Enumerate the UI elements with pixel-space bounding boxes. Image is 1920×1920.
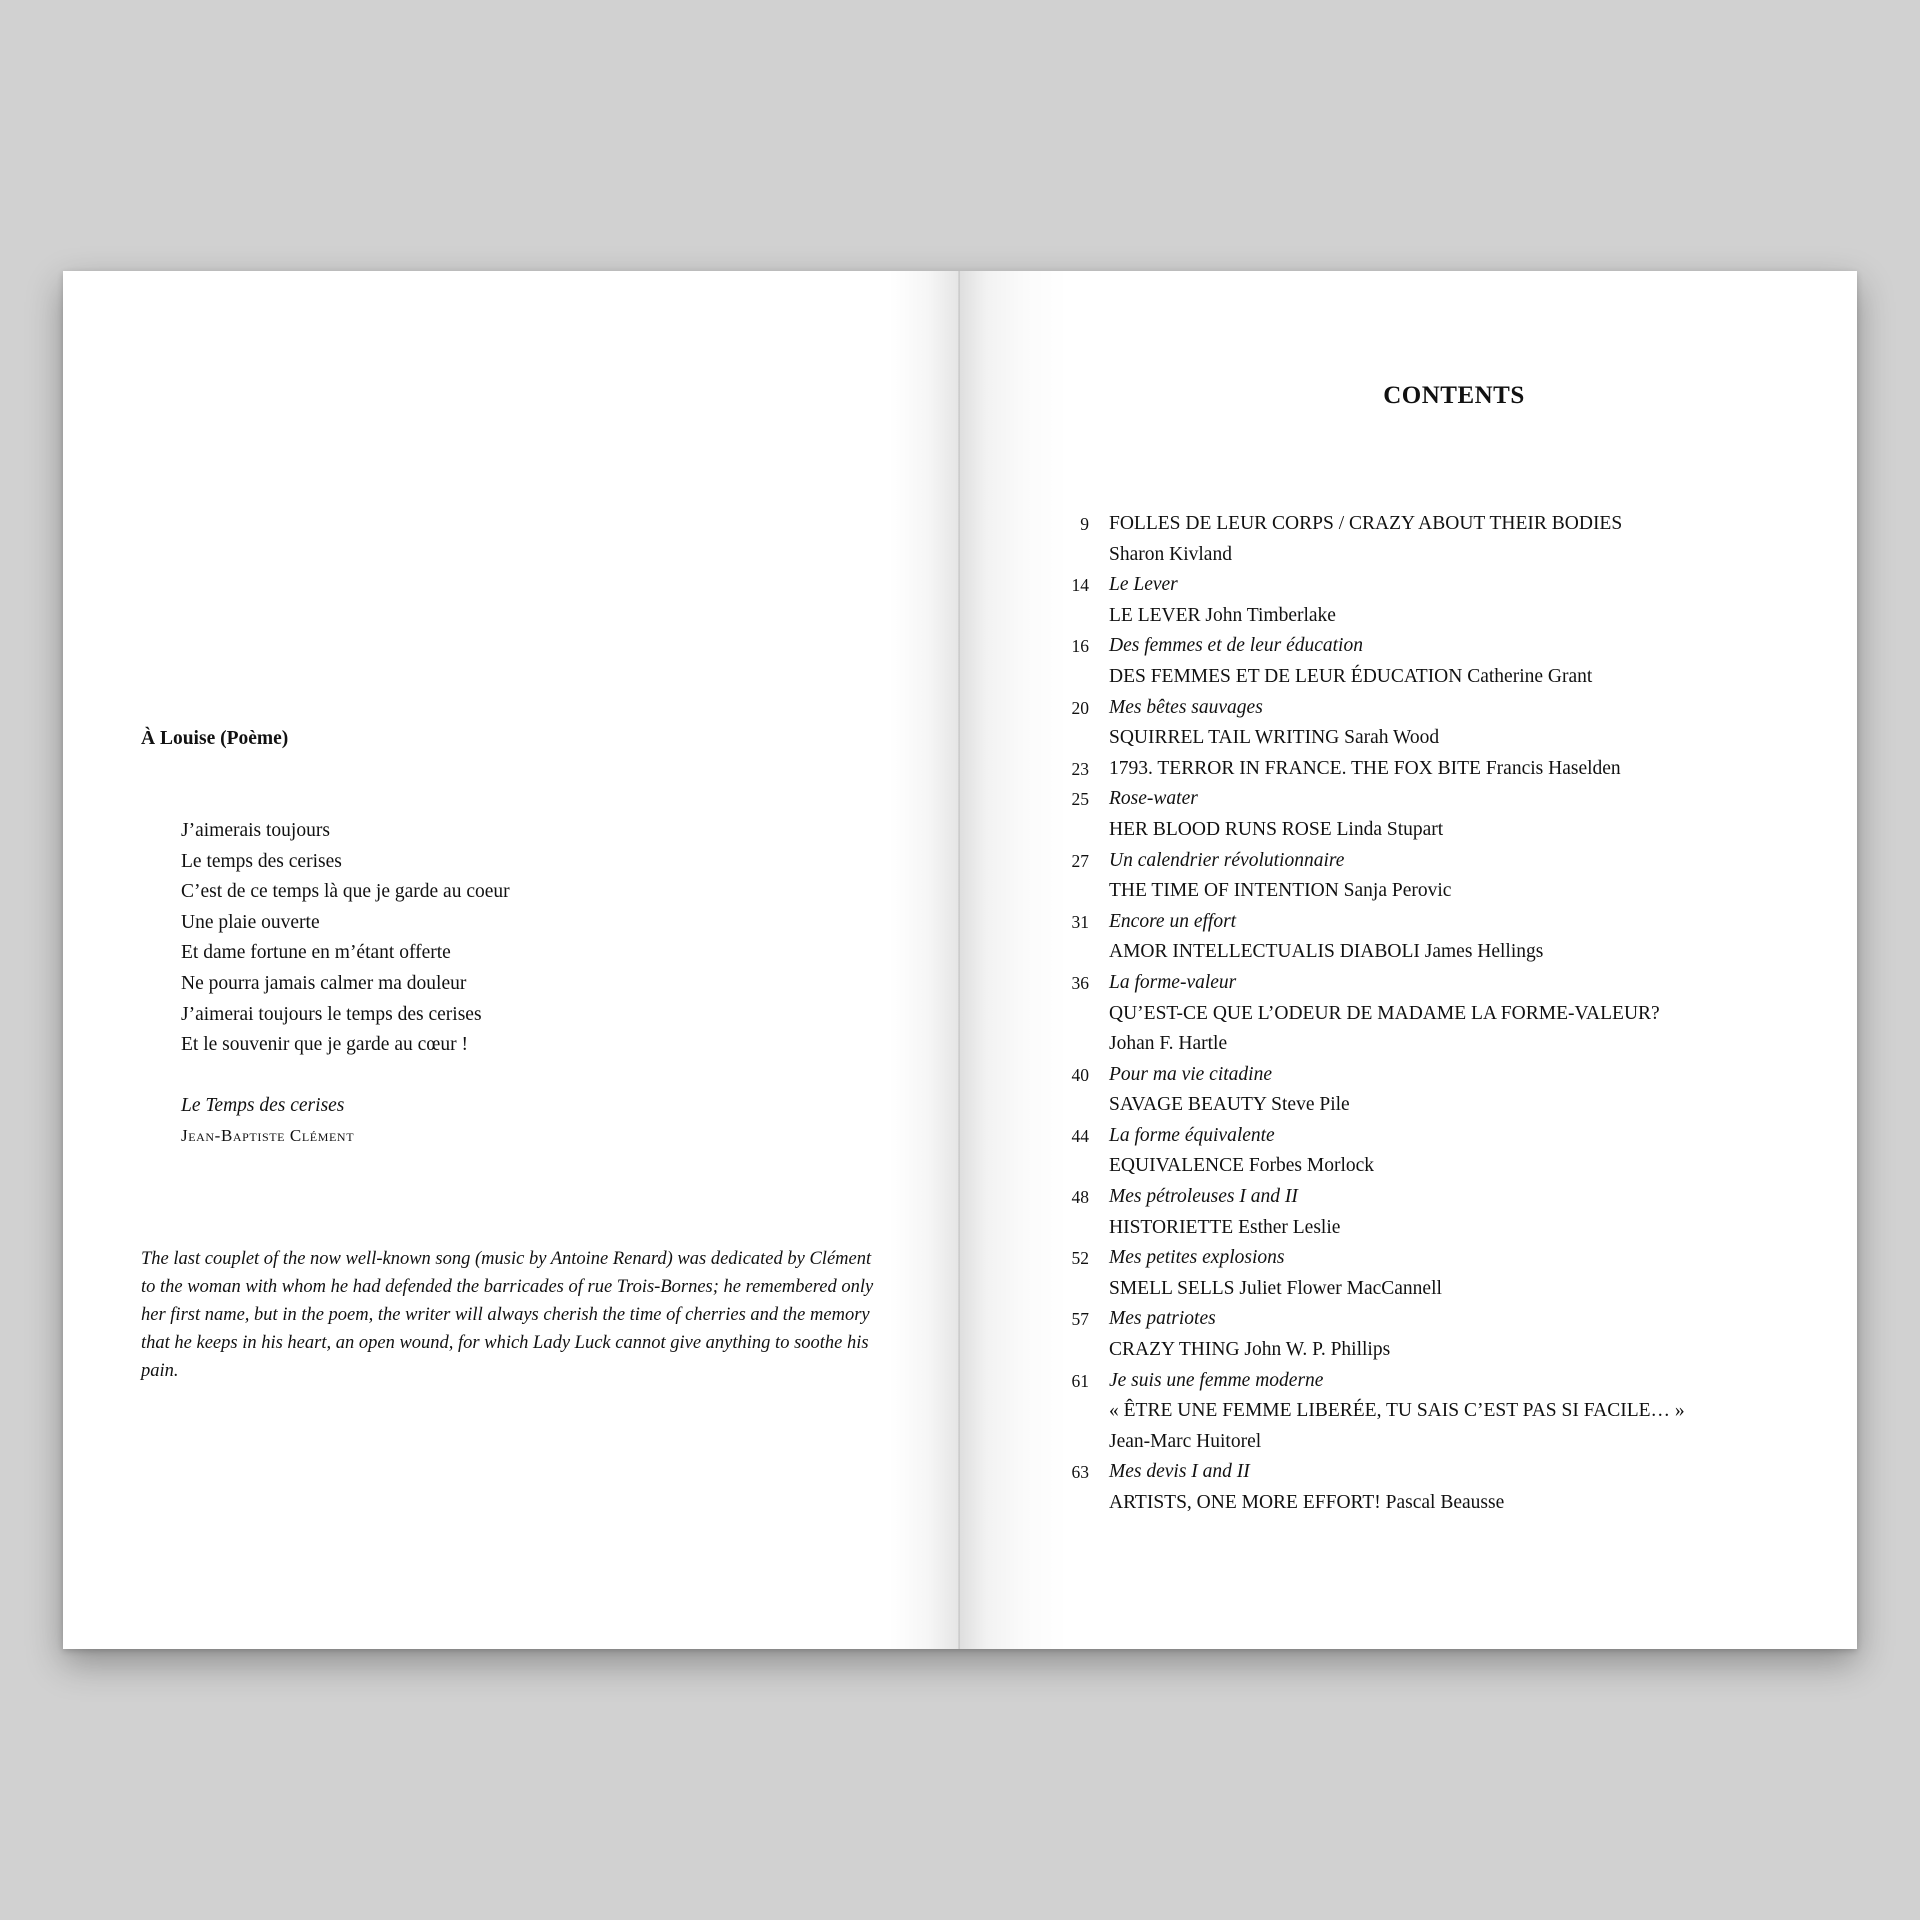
toc-page-number: 20 — [1071, 697, 1089, 718]
toc-essay-title: HER BLOOD RUNS ROSE Linda Stupart — [1109, 818, 1444, 840]
toc-page-number: 57 — [1071, 1309, 1089, 1330]
right-page — [959, 271, 1857, 1649]
poem-source — [181, 1091, 354, 1151]
toc-essay-title: 1793. TERROR IN FRANCE. THE FOX BITE Francis Haselden — [1109, 757, 1621, 779]
poem-source-author: Jean-Baptiste Clément — [181, 1126, 355, 1145]
contents-title: CONTENTS — [1383, 382, 1525, 409]
toc-page-number: 63 — [1071, 1462, 1089, 1483]
toc-essay-title: Sharon Kivland — [1109, 543, 1232, 565]
toc-section-title: Pour ma vie citadine — [1109, 1063, 1272, 1085]
poem-verse — [181, 816, 510, 1061]
toc-essay-title: Jean-Marc Huitorel — [1109, 1430, 1262, 1452]
left-page — [63, 271, 959, 1649]
toc-section-title: Des femmes et de leur éducation — [1109, 635, 1363, 657]
poem-note: The last couplet of the now well-known song (music by Antoine Renard) was dedicated by Clément to the woman with whom he had defended the barricades of rue Trois-Bornes; he remembered only her first name, but in the poem, the writer will always cherish the time of cherries and the memory that he keeps in his heart, an open wound, for which Lady Luck cannot give anything to soothe his pain. — [141, 1249, 874, 1381]
toc-page-number: 52 — [1071, 1248, 1089, 1269]
poem-line: J’aimerais toujours — [181, 820, 330, 841]
book-spread — [63, 271, 1857, 1649]
toc-essay-title: « ÊTRE UNE FEMME LIBERÉE, TU SAIS C’EST PAS SI FACILE… » — [1109, 1400, 1685, 1422]
toc-section-title: La forme équivalente — [1109, 1124, 1275, 1146]
toc-section-title: Un calendrier révolutionnaire — [1109, 849, 1345, 871]
toc-essay-title: Johan F. Hartle — [1109, 1033, 1228, 1055]
spine-fold — [958, 271, 960, 1649]
poem-line: C’est de ce temps là que je garde au coeur — [181, 881, 510, 903]
toc-section-title: Mes pétroleuses I and II — [1109, 1186, 1298, 1208]
toc-essay-title: SMELL SELLS Juliet Flower MacCannell — [1109, 1277, 1442, 1299]
toc-essay-title: DES FEMMES ET DE LEUR ÉDUCATION Catherine Grant — [1109, 665, 1593, 687]
toc-section-title: Mes petites explosions — [1109, 1247, 1285, 1269]
toc-page-number: 31 — [1071, 911, 1089, 932]
toc-page-number: 61 — [1071, 1370, 1089, 1391]
poem-line: J’aimerai toujours le temps des cerises — [181, 1003, 482, 1025]
toc-essay-title: QU’EST-CE QUE L’ODEUR DE MADAME LA FORME-VALEUR? — [1109, 1002, 1660, 1024]
poem-line: Et le souvenir que je garde au cœur ! — [181, 1034, 468, 1056]
toc-section-title: Rose-water — [1109, 788, 1198, 810]
poem-line: Ne pourra jamais calmer ma douleur — [181, 972, 467, 994]
toc-essay-title: THE TIME OF INTENTION Sanja Perovic — [1109, 880, 1452, 902]
toc-page-number: 16 — [1071, 636, 1089, 657]
toc-page-number: 14 — [1071, 575, 1089, 596]
toc-essay-title: SAVAGE BEAUTY Steve Pile — [1109, 1094, 1350, 1116]
toc-page-number: 23 — [1071, 758, 1089, 779]
toc-essay-title: AMOR INTELLECTUALIS DIABOLI James Hellings — [1109, 941, 1544, 963]
toc-essay-title: CRAZY THING John W. P. Phillips — [1109, 1339, 1391, 1361]
poem-line: Et dame fortune en m’étant offerte — [181, 942, 451, 964]
poem-heading: À Louise (Poème) — [141, 728, 289, 749]
toc-essay-title: FOLLES DE LEUR CORPS / CRAZY ABOUT THEIR BODIES — [1109, 513, 1623, 534]
toc-essay-title: LE LEVER John Timberlake — [1109, 604, 1336, 626]
gutter-shadow-left — [889, 271, 959, 1649]
toc-page-number: 9 — [1080, 514, 1089, 534]
toc-section-title: Mes devis I and II — [1109, 1461, 1250, 1483]
toc-section-title: Je suis une femme moderne — [1109, 1369, 1324, 1391]
toc-essay-title: HISTORIETTE Esther Leslie — [1109, 1216, 1341, 1238]
toc-page-number: 25 — [1071, 789, 1089, 810]
toc-section-title: Mes bêtes sauvages — [1109, 696, 1263, 718]
toc-essay-title: ARTISTS, ONE MORE EFFORT! Pascal Beausse — [1109, 1492, 1505, 1513]
poem-line: Une plaie ouverte — [181, 911, 320, 933]
toc-page-number: 27 — [1071, 850, 1089, 871]
toc-essay-title: SQUIRREL TAIL WRITING Sarah Wood — [1109, 727, 1440, 749]
toc-page-number: 44 — [1071, 1125, 1089, 1146]
poem-source-title: Le Temps des cerises — [181, 1095, 345, 1116]
toc-page-number: 36 — [1071, 972, 1089, 993]
toc-section-title: La forme-valeur — [1109, 971, 1237, 993]
toc-page-number: 40 — [1071, 1064, 1089, 1085]
toc-section-title: Mes patriotes — [1109, 1308, 1216, 1330]
toc-section-title: Le Lever — [1109, 574, 1178, 596]
toc-essay-title: EQUIVALENCE Forbes Morlock — [1109, 1155, 1375, 1177]
toc-page-number: 48 — [1071, 1187, 1089, 1208]
toc-section-title: Encore un effort — [1109, 910, 1237, 932]
gutter-shadow-right — [959, 271, 1069, 1649]
poem-line: Le temps des cerises — [181, 850, 342, 872]
